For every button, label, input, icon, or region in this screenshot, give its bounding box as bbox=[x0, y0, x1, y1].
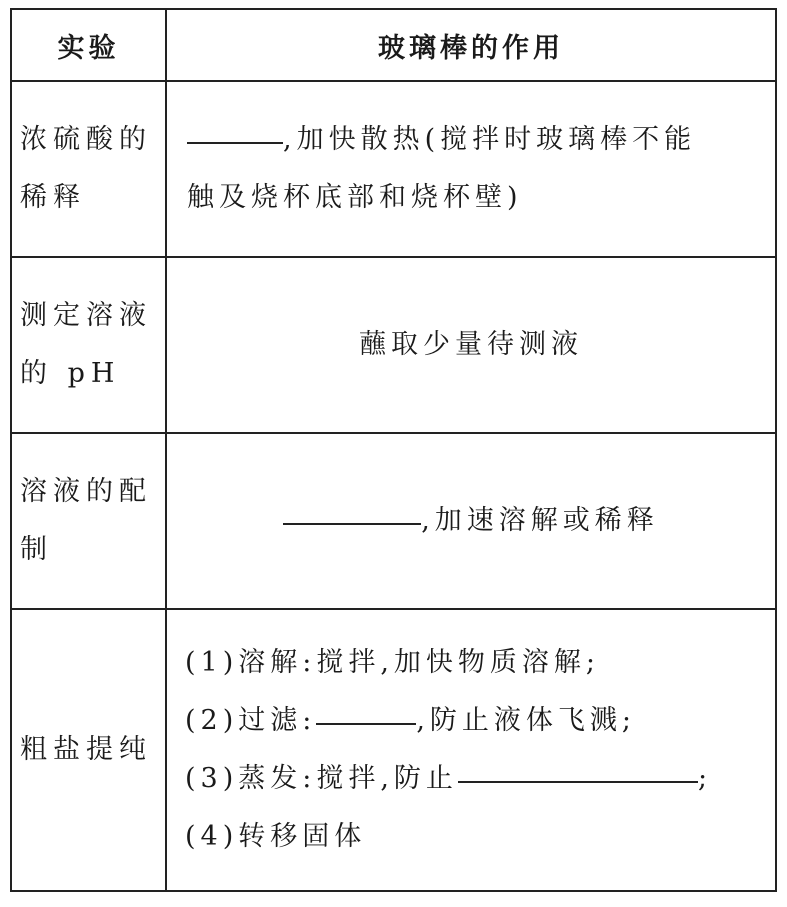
function-line bbox=[187, 111, 767, 169]
table-row bbox=[11, 433, 776, 609]
function-cell bbox=[166, 81, 776, 257]
function-line: 触及烧杯底部和烧杯壁) bbox=[187, 182, 523, 213]
function-text: 蘸取少量待测液 bbox=[359, 329, 583, 360]
header-experiment: 实验 bbox=[11, 9, 166, 81]
function-text: ,加快散热(搅拌时玻璃棒不能 bbox=[283, 124, 697, 155]
experiment-cell bbox=[11, 433, 166, 609]
table-header-row bbox=[11, 9, 776, 81]
function-cell bbox=[166, 433, 776, 609]
experiment-cell bbox=[11, 257, 166, 433]
function-cell bbox=[166, 609, 776, 891]
answer-blank[interactable] bbox=[283, 491, 421, 525]
answer-blank[interactable] bbox=[316, 691, 416, 725]
table-row bbox=[11, 257, 776, 433]
step-text: (3)蒸发:搅拌,防止 bbox=[185, 763, 458, 794]
answer-blank[interactable] bbox=[458, 749, 698, 783]
experiment-cell bbox=[11, 81, 166, 257]
table-row bbox=[11, 81, 776, 257]
experiment-name-line1: 测定溶液 bbox=[20, 300, 152, 331]
header-function: 玻璃棒的作用 bbox=[166, 9, 776, 81]
step-text: ,防止液体飞溅; bbox=[416, 705, 637, 736]
glass-rod-function-table bbox=[10, 8, 777, 892]
experiment-name-line1: 浓硫酸的 bbox=[20, 124, 152, 155]
experiment-name-line2: 的 pH bbox=[20, 358, 121, 389]
step-line bbox=[185, 692, 775, 750]
experiment-name-line2: 稀释 bbox=[20, 182, 86, 213]
step-text: (2)过滤: bbox=[185, 705, 317, 736]
function-cell bbox=[166, 257, 776, 433]
experiment-name-line2: 制 bbox=[20, 534, 53, 565]
step-line: (4)转移固体 bbox=[185, 821, 367, 852]
step-line: (1)溶解:搅拌,加快物质溶解; bbox=[185, 647, 601, 678]
experiment-cell bbox=[11, 609, 166, 891]
table-row bbox=[11, 609, 776, 891]
answer-blank[interactable] bbox=[187, 110, 283, 144]
experiment-name-line1: 溶液的配 bbox=[20, 476, 152, 507]
function-text: ,加速溶解或稀释 bbox=[421, 505, 659, 536]
experiment-name: 粗盐提纯 bbox=[20, 734, 152, 765]
step-text: ; bbox=[697, 763, 713, 794]
step-line bbox=[185, 750, 775, 808]
